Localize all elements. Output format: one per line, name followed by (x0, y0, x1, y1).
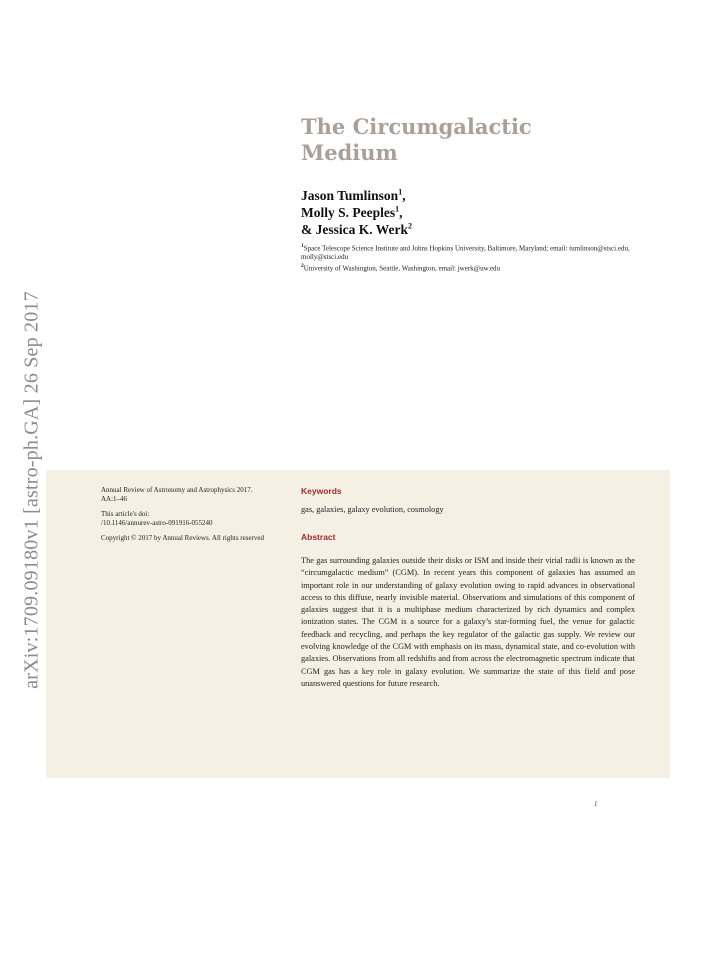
keywords-list: gas, galaxies, galaxy evolution, cosmology (301, 505, 444, 514)
author-1: Jason Tumlinson$^1$, (301, 187, 406, 203)
journal-citation: Annual Review of Astronomy and Astrophysics 2017. AA:1–46 (101, 486, 253, 503)
author-list (301, 187, 412, 238)
affiliation-2: $^2$University of Washington, Seattle, Washington, email: jwerk@uw.edu (301, 263, 501, 273)
affiliations (301, 242, 631, 274)
abstract-heading: Abstract (301, 532, 336, 542)
abstract-text: The gas surrounding galaxies outside their disks or ISM and inside their virial radii is known as the “circumgalactic medium” (CGM). In recent years this component of galaxies has assumed an important role in our understanding of galaxy evolution owing to rapid advances in observational access to this diffuse, nearly invisible material. Observations and simulations of this component of galaxies suggest that it is a multiphase medium characterized by rich dynamics and complex ionization states. The CGM is a source for a galaxy’s star-forming fuel, the venue for galactic feedback and recycling, and perhaps the key regulator of the galactic gas supply. We review our evolving knowledge of the CGM with emphasis on its mass, dynamical state, and co-evolution with galaxies. Observations from all redshifts and from across the electromagnetic spectrum indicate that CGM gas has a key role in galaxy evolution. We summarize the state of this field and pose unanswered questions for future research. (301, 556, 635, 688)
doi-link[interactable]: /10.1146/annurev-astro-091916-055240 (101, 518, 213, 527)
doi-block: This article's doi: /10.1146/annurev-astro-091916-055240 (101, 510, 213, 527)
paper-title: The Circumgalactic Medium (301, 114, 532, 165)
author-2: Molly S. Peeples$^1$, (301, 204, 403, 220)
keywords-heading: Keywords (301, 486, 342, 496)
page-number: 1 (594, 800, 598, 808)
arxiv-id-text: arXiv:1709.09180v1 [astro-ph.GA] 26 Sep 2017 (20, 291, 43, 689)
affiliation-1: $^1$Space Telescope Science Institute and Johns Hopkins University, Baltimore, Maryland; email: tumlinson@stsci.edu, molly@stsci.edu (301, 243, 630, 262)
author-3: & Jessica K. Werk$^2$ (301, 221, 412, 237)
publication-meta (101, 486, 271, 550)
copyright-notice: Copyright © 2017 by Annual Reviews. All rights reserved (101, 534, 264, 542)
